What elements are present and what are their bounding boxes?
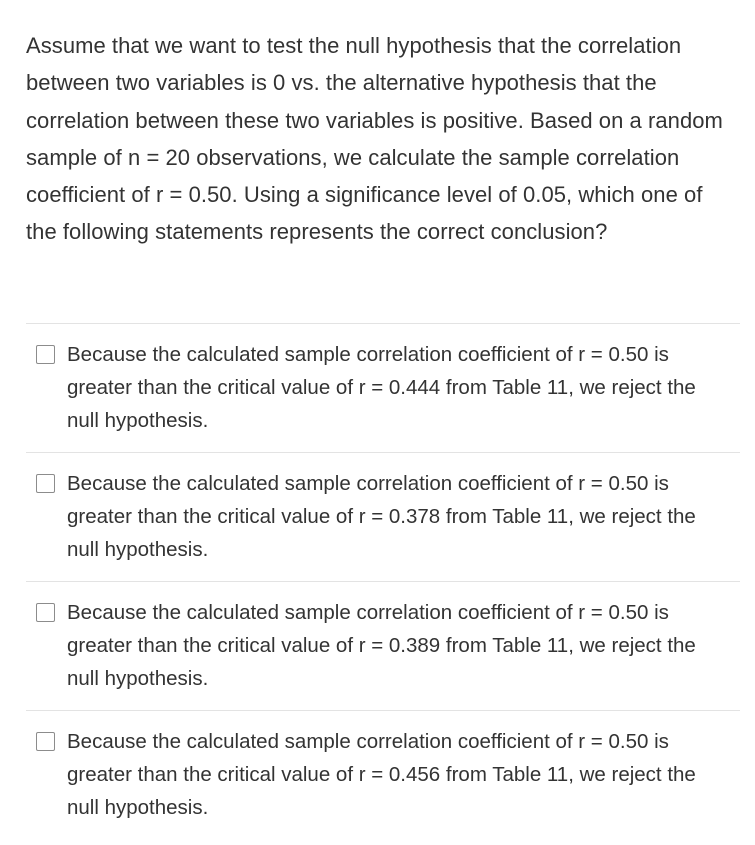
answer-option-label[interactable]: Because the calculated sample correlation coefficient of r = 0.50 is greater than the critical value of r = 0.444 from Table 11, we reject the null hypothesis. (67, 343, 696, 432)
answer-option-label[interactable]: Because the calculated sample correlation coefficient of r = 0.50 is greater than the critical value of r = 0.378 from Table 11, we reject the null hypothesis. (67, 472, 696, 561)
answer-option-2[interactable] (26, 452, 740, 581)
answer-option-4[interactable] (26, 710, 740, 839)
checkbox-icon[interactable] (36, 474, 55, 493)
answer-option-1[interactable] (26, 323, 740, 452)
checkbox-icon[interactable] (36, 345, 55, 364)
answer-option-3[interactable] (26, 581, 740, 710)
checkbox-icon[interactable] (36, 732, 55, 751)
checkbox-icon[interactable] (36, 603, 55, 622)
answer-option-label[interactable]: Because the calculated sample correlation coefficient of r = 0.50 is greater than the critical value of r = 0.389 from Table 11, we reject the null hypothesis. (67, 601, 696, 690)
answer-options (26, 323, 740, 839)
answer-option-label[interactable]: Because the calculated sample correlation coefficient of r = 0.50 is greater than the critical value of r = 0.456 from Table 11, we reject the null hypothesis. (67, 730, 696, 819)
question-text: Assume that we want to test the null hypothesis that the correlation between two variables is 0 vs. the alternative hypothesis that the correlation between these two variables is positive. Based on a random sample of n = 20 observations, we calculate the sample correlation coefficient of r = 0.50. Using a significance level of 0.05, which one of the following statements represents the correct conclusion? (26, 33, 723, 245)
